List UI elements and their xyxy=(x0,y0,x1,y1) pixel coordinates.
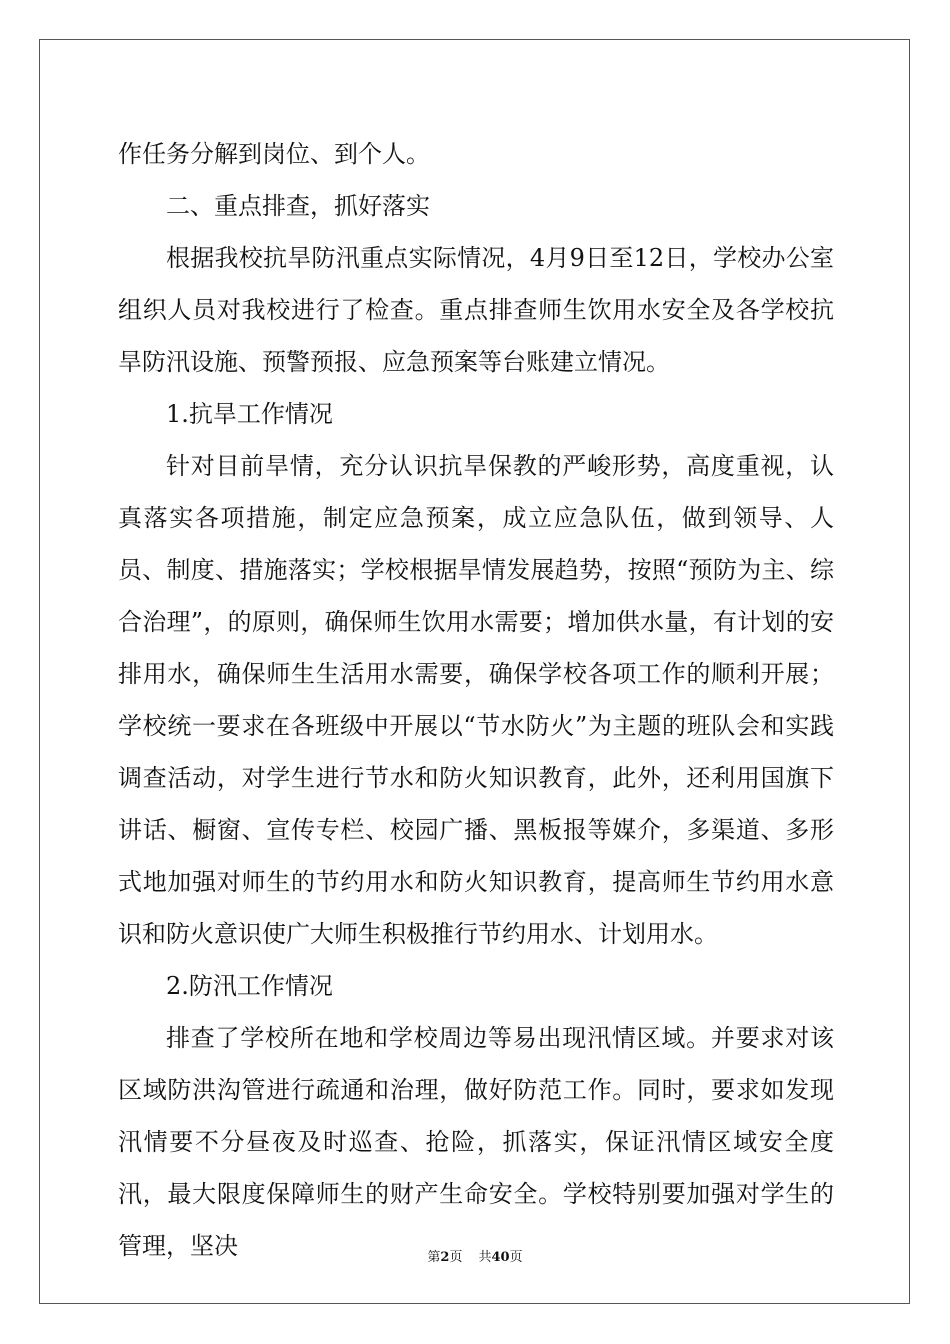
section-heading-2: 二、重点排查，抓好落实 xyxy=(166,192,430,220)
page-total: 40 xyxy=(491,1250,510,1265)
subheading-flood: 2.防汛工作情况 xyxy=(166,972,333,1000)
page-current: 2 xyxy=(440,1250,450,1265)
paragraph-inspection: 根据我校抗旱防汛重点实际情况，4月9日至12日，学校办公室组织人员对我校进行了检查。重点排查师生饮用水安全及各学校抗旱防汛设施、预警预报、应急预案等台账建立情况。 xyxy=(118,244,834,376)
paragraph-1: 作任务分解到岗位、到个人。 xyxy=(118,140,430,168)
total-suffix: 页 xyxy=(509,1250,523,1265)
subheading-drought: 1.抗旱工作情况 xyxy=(166,400,333,428)
page-suffix: 页 xyxy=(449,1250,463,1265)
document-body xyxy=(118,128,834,1272)
paragraph-drought: 针对目前旱情，充分认识抗旱保教的严峻形势，高度重视，认真落实各项措施，制定应急预案，成立应急队伍，做到领导、人员、制度、措施落实；学校根据旱情发展趋势，按照“预防为主、综合治理”，的原则，确保师生饮用水需要；增加供水量，有计划的安排用水，确保师生生活用水需要，确保学校各项工作的顺利开展；学校统一要求在各班级中开展以“节水防火”为主题的班队会和实践调查活动，对学生进行节水和防火知识教育，此外，还利用国旗下讲话、橱窗、宣传专栏、校园广播、黑板报等媒介，多渠道、多形式地加强对师生的节约用水和防火知识教育，提高师生节约用水意识和防火意识使广大师生积极推行节约用水、计划用水。 xyxy=(118,452,834,948)
paragraph-flood: 排查了学校所在地和学校周边等易出现汛情区域。并要求对该区域防洪沟管进行疏通和治理，做好防范工作。同时，要求如发现汛情要不分昼夜及时巡查、抢险，抓落实，保证汛情区域安全度汛，最大限度保障师生的财产生命安全。学校特别要加强对学生的管理，坚决 xyxy=(118,1024,834,1260)
page-footer xyxy=(0,1246,950,1265)
page-prefix: 第 xyxy=(427,1250,441,1265)
total-prefix: 共 xyxy=(478,1250,492,1265)
